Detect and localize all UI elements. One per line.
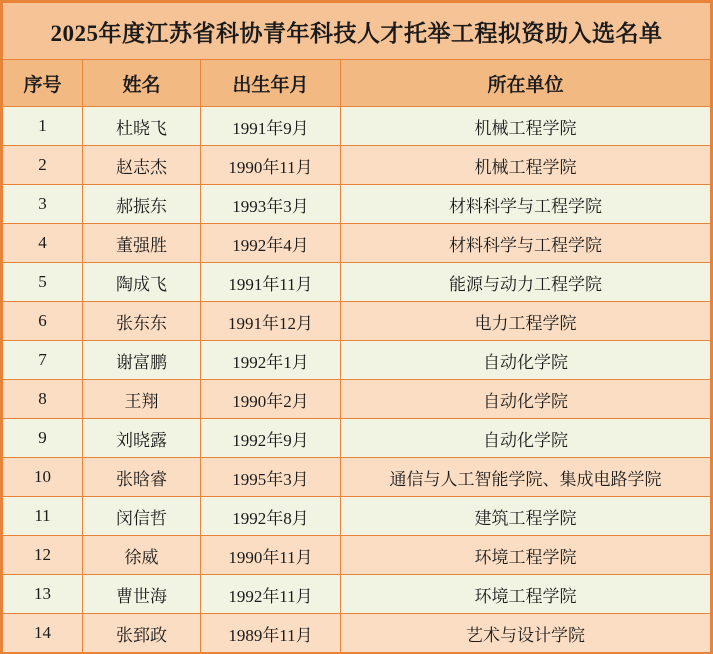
cell-name: 曹世海 (83, 575, 201, 614)
column-header-index: 序号 (3, 60, 83, 107)
cell-unit: 自动化学院 (341, 380, 711, 419)
column-header-name: 姓名 (83, 60, 201, 107)
cell-unit: 自动化学院 (341, 341, 711, 380)
cell-birth: 1990年11月 (201, 146, 341, 185)
selected-candidates-table (2, 2, 711, 653)
cell-name: 董强胜 (83, 224, 201, 263)
column-header-unit: 所在单位 (341, 60, 711, 107)
page-title: 2025年度江苏省科协青年科技人才托举工程拟资助入选名单 (3, 3, 711, 60)
cell-name: 张郅政 (83, 614, 201, 653)
cell-unit: 环境工程学院 (341, 536, 711, 575)
cell-index: 9 (3, 419, 83, 458)
cell-birth: 1990年2月 (201, 380, 341, 419)
table-row (3, 263, 711, 302)
cell-index: 6 (3, 302, 83, 341)
cell-name: 谢富鹏 (83, 341, 201, 380)
cell-name: 张东东 (83, 302, 201, 341)
cell-index: 8 (3, 380, 83, 419)
cell-birth: 1989年11月 (201, 614, 341, 653)
table-row (3, 302, 711, 341)
cell-unit: 机械工程学院 (341, 107, 711, 146)
cell-unit: 材料科学与工程学院 (341, 185, 711, 224)
cell-index: 11 (3, 497, 83, 536)
table-row (3, 536, 711, 575)
cell-index: 13 (3, 575, 83, 614)
cell-birth: 1991年9月 (201, 107, 341, 146)
cell-name: 郝振东 (83, 185, 201, 224)
table-row (3, 419, 711, 458)
table-row (3, 614, 711, 653)
cell-name: 闵信哲 (83, 497, 201, 536)
cell-unit: 自动化学院 (341, 419, 711, 458)
cell-birth: 1995年3月 (201, 458, 341, 497)
cell-birth: 1993年3月 (201, 185, 341, 224)
cell-index: 5 (3, 263, 83, 302)
table-header-row (3, 60, 711, 107)
cell-index: 1 (3, 107, 83, 146)
table-row (3, 224, 711, 263)
cell-birth: 1991年12月 (201, 302, 341, 341)
cell-index: 7 (3, 341, 83, 380)
cell-name: 张晗睿 (83, 458, 201, 497)
cell-name: 杜晓飞 (83, 107, 201, 146)
cell-name: 陶成飞 (83, 263, 201, 302)
cell-index: 3 (3, 185, 83, 224)
table-row (3, 185, 711, 224)
cell-name: 王翔 (83, 380, 201, 419)
cell-index: 2 (3, 146, 83, 185)
cell-birth: 1992年9月 (201, 419, 341, 458)
cell-unit: 建筑工程学院 (341, 497, 711, 536)
table-row (3, 497, 711, 536)
table-row (3, 575, 711, 614)
cell-unit: 材料科学与工程学院 (341, 224, 711, 263)
cell-unit: 通信与人工智能学院、集成电路学院 (341, 458, 711, 497)
cell-birth: 1992年8月 (201, 497, 341, 536)
cell-unit: 环境工程学院 (341, 575, 711, 614)
cell-index: 14 (3, 614, 83, 653)
cell-birth: 1992年1月 (201, 341, 341, 380)
cell-unit: 电力工程学院 (341, 302, 711, 341)
cell-name: 赵志杰 (83, 146, 201, 185)
cell-birth: 1992年4月 (201, 224, 341, 263)
cell-unit: 能源与动力工程学院 (341, 263, 711, 302)
cell-birth: 1992年11月 (201, 575, 341, 614)
cell-birth: 1991年11月 (201, 263, 341, 302)
table-row (3, 107, 711, 146)
cell-name: 徐威 (83, 536, 201, 575)
cell-index: 12 (3, 536, 83, 575)
cell-unit: 机械工程学院 (341, 146, 711, 185)
table-row (3, 146, 711, 185)
table-row (3, 380, 711, 419)
cell-index: 4 (3, 224, 83, 263)
table-row (3, 341, 711, 380)
cell-index: 10 (3, 458, 83, 497)
cell-birth: 1990年11月 (201, 536, 341, 575)
cell-name: 刘晓露 (83, 419, 201, 458)
table-row (3, 458, 711, 497)
column-header-birth: 出生年月 (201, 60, 341, 107)
title-row (3, 3, 711, 60)
cell-unit: 艺术与设计学院 (341, 614, 711, 653)
